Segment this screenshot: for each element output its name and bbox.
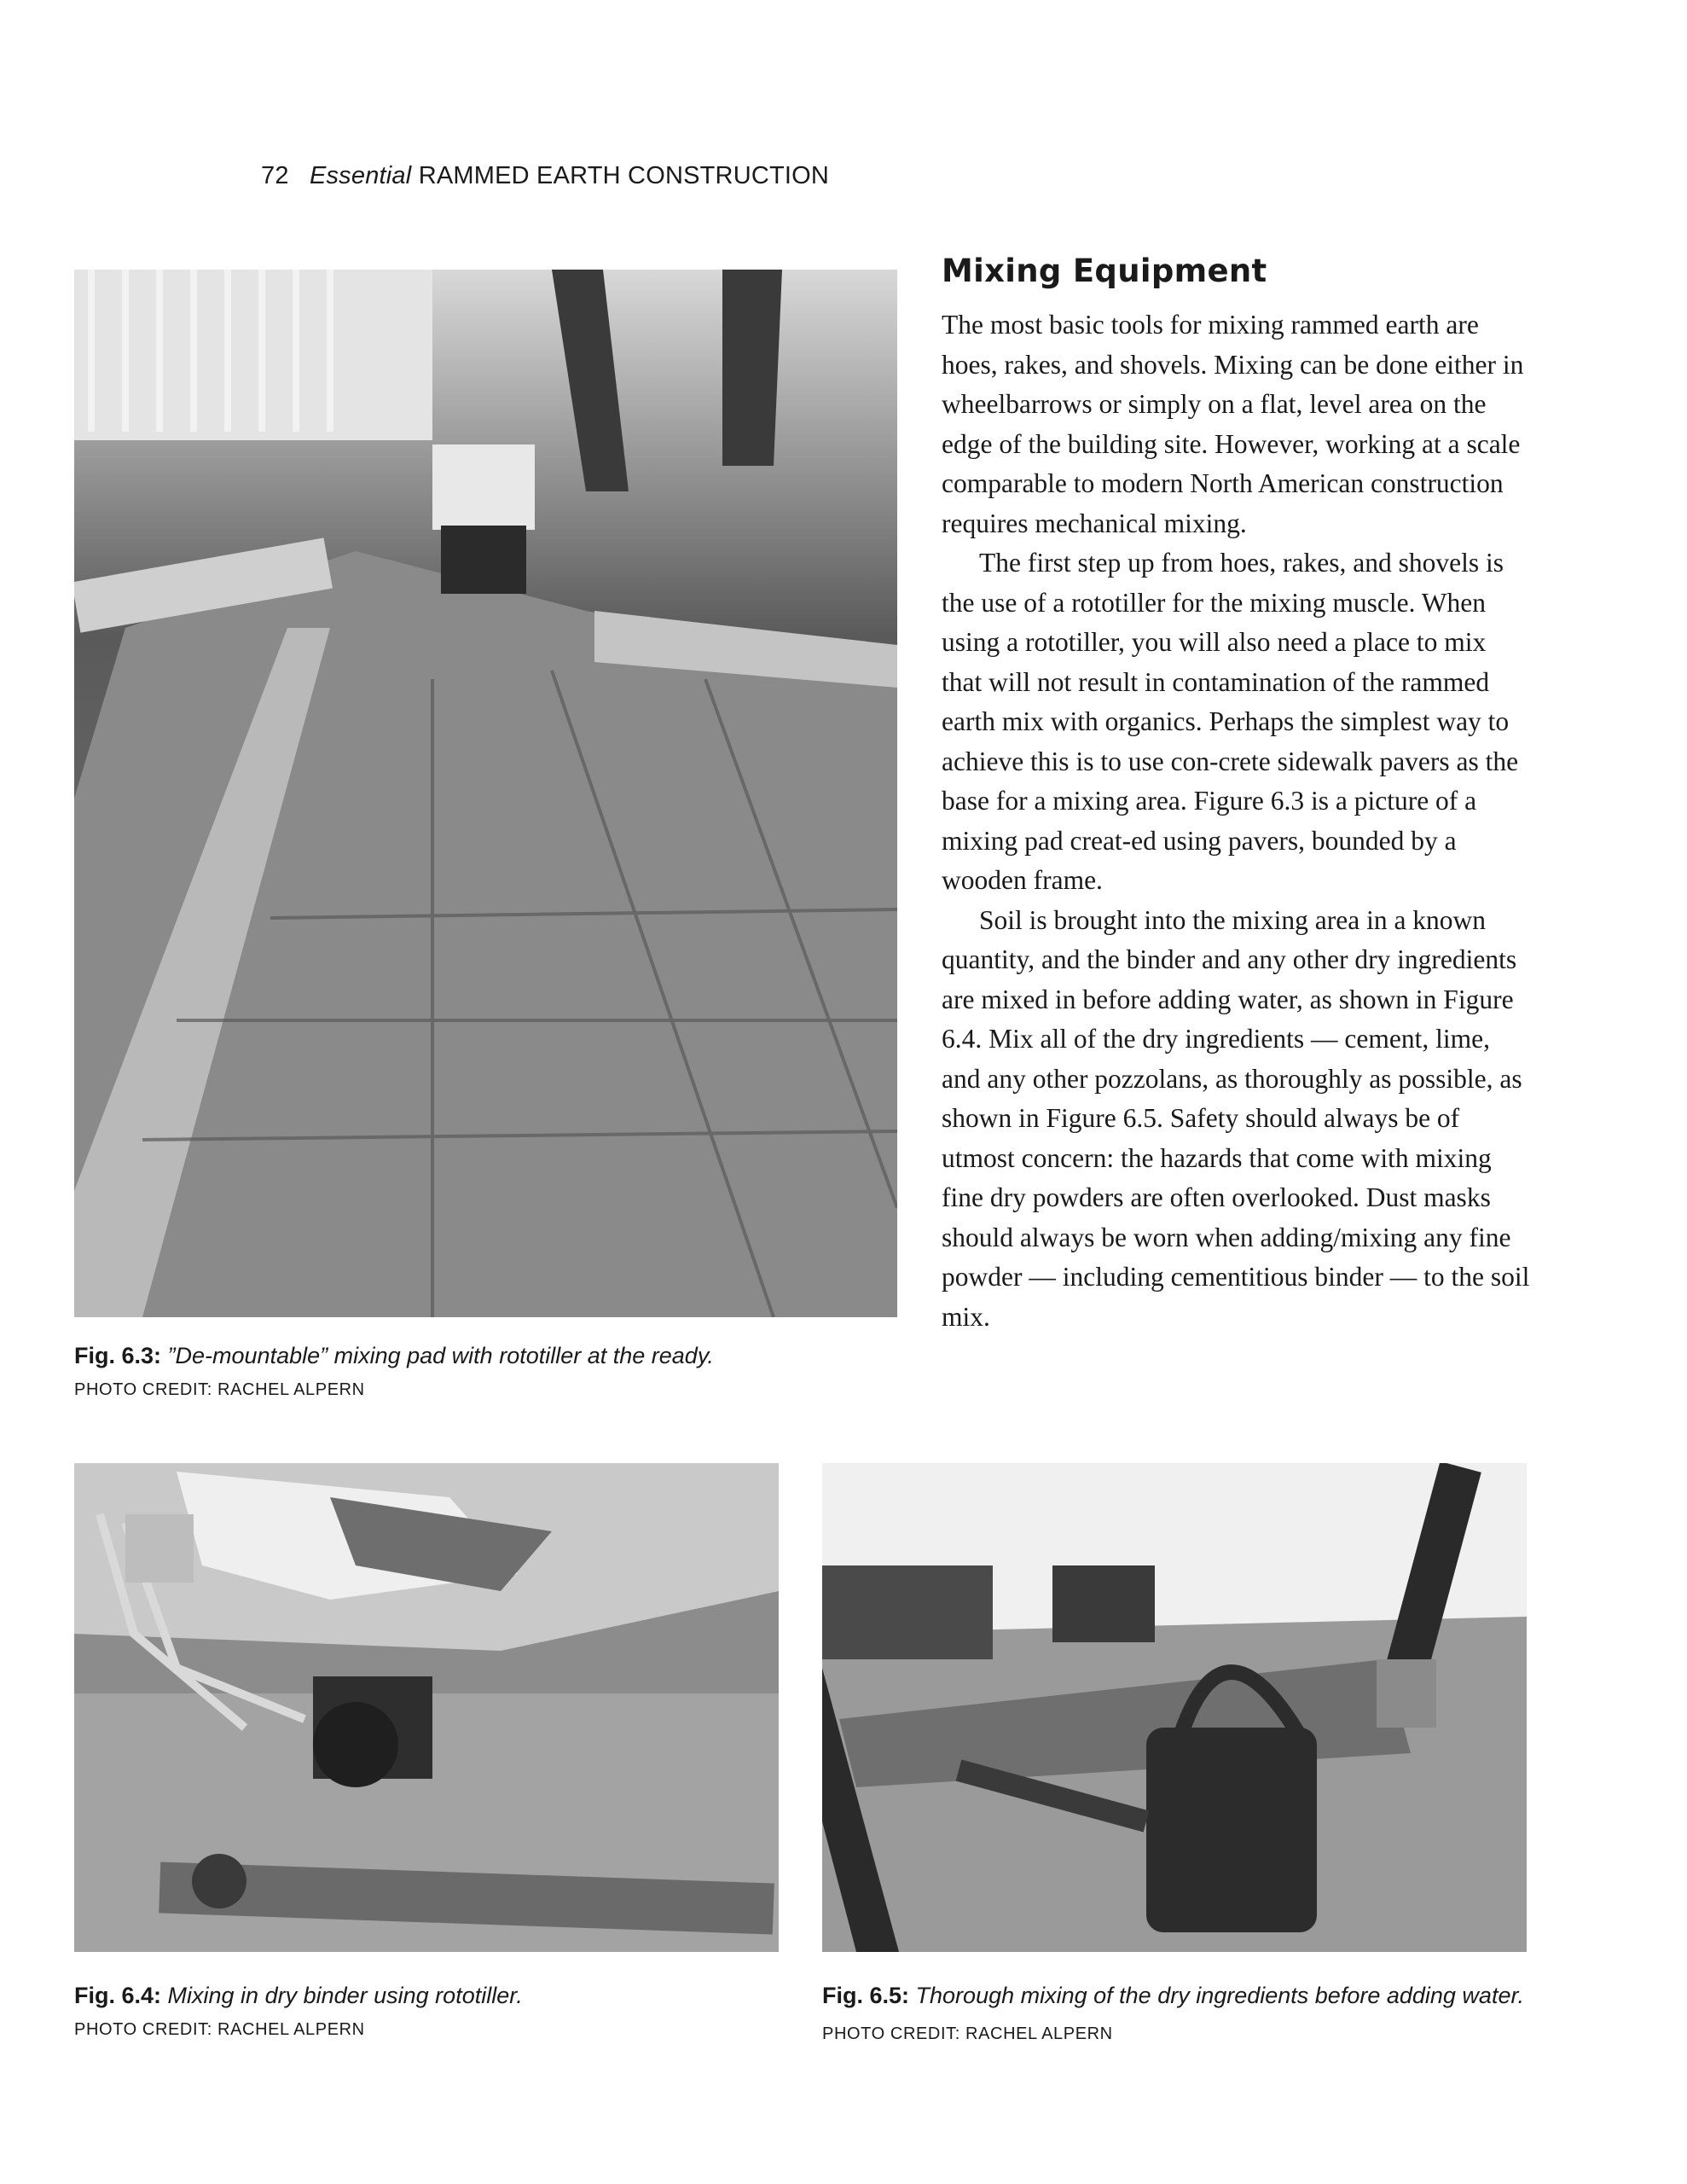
figure-6-4-caption <box>74 1978 782 2046</box>
caption-text: Thorough mixing of the dry ingredients before adding water. <box>915 1983 1524 2008</box>
page-number: 72 <box>261 162 289 189</box>
caption-text: Mixing in dry binder using rototiller. <box>167 1983 523 2008</box>
photo-credit: PHOTO CREDIT: RACHEL ALPERN <box>74 2020 365 2039</box>
figure-label: Fig. 6.4: <box>74 1983 162 2008</box>
caption-text: ”De-mountable” mixing pad with rototiller at the ready. <box>167 1343 714 1368</box>
figure-6-5-caption <box>822 1978 1530 2052</box>
body-text <box>942 305 1530 1337</box>
photo-credit: PHOTO CREDIT: RACHEL ALPERN <box>822 2024 1113 2043</box>
watering-can-photo <box>822 1463 1527 1952</box>
figure-6-5-photo <box>822 1463 1527 1952</box>
photo-credit: PHOTO CREDIT: RACHEL ALPERN <box>74 1380 365 1399</box>
paragraph: The first step up from hoes, rakes, and shovels is the use of a rototiller for the mixing muscle. When using a rototiller, you will also need a place to mix that will not result in contamination of the rammed earth mix with organics. Perhaps the simplest way to achieve this is to use con-crete sidewalk pavers as the base for a mixing area. Figure 6.3 is a picture of a mixing pad creat-ed using pavers, bounded by a wooden frame. <box>942 548 1519 895</box>
series-name: Essential <box>309 162 412 189</box>
rototiller-photo <box>74 1463 779 1952</box>
mixing-pad-photo <box>74 270 897 1317</box>
figure-label: Fig. 6.5: <box>822 1983 910 2008</box>
paragraph: The most basic tools for mixing rammed earth are hoes, rakes, and shovels. Mixing can be done either in wheelbarrows or simply on a flat, level area on the edge of the building site. However, working at a scale comparable to modern North American construction requires mechanical mixing. <box>942 310 1524 538</box>
figure-6-3-caption <box>74 1338 893 1406</box>
book-title: RAMMED EARTH CONSTRUCTION <box>418 162 830 189</box>
figure-6-4-photo <box>74 1463 779 1952</box>
running-head <box>261 162 829 190</box>
paragraph: Soil is brought into the mixing area in a known quantity, and the binder and any other dry ingredients are mixed in before adding water, as shown in Figure 6.4. Mix all of the dry ingredients — cement, lime, and any other pozzolans, as thoroughly as possible, as shown in Figure 6.5. Safety should always be of utmost concern: the hazards that come with mixing fine dry powders are often overlooked. Dust masks should always be worn when adding/mixing any fine powder — including cementitious binder — to the soil mix. <box>942 904 1530 1332</box>
figure-label: Fig. 6.3: <box>74 1343 162 1368</box>
figure-6-3-photo <box>74 270 897 1317</box>
section-heading: Mixing Equipment <box>942 253 1267 289</box>
